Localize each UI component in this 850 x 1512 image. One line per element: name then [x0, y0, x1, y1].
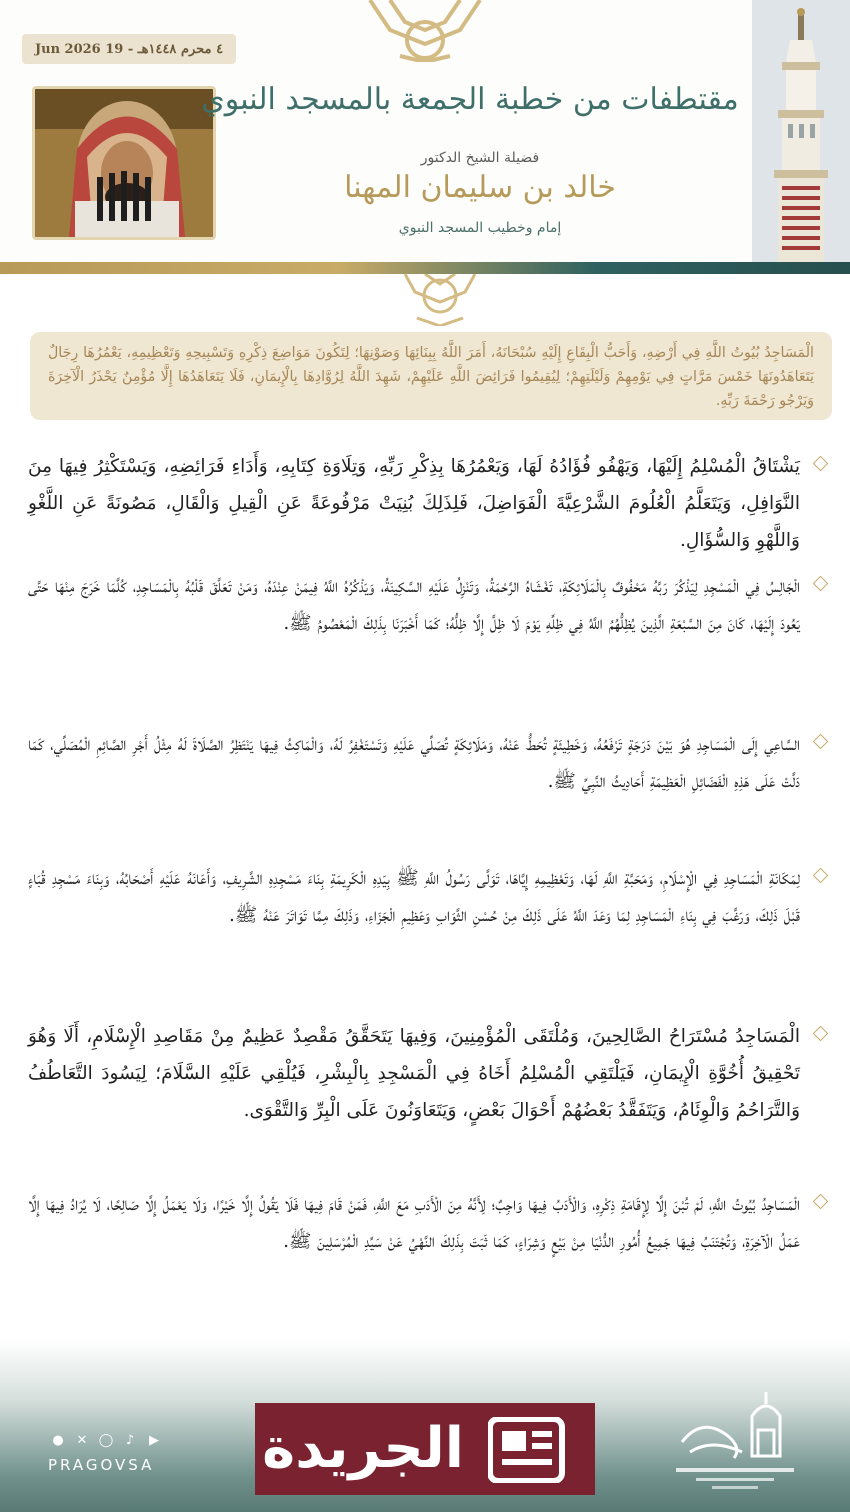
date-badge: ٤ محرم ١٤٤٨هـ - 19 Jun 2026 — [22, 34, 236, 64]
paragraph-text: لِمَكَانَةِ الْمَسَاجِدِ فِي الْإِسْلَامِ، وَمَحَبَّةِ اللَّهِ لَهَا، وَتَعْظِيمِهِ إِيَّاهَا، تَوَلَّى رَسُولُ اللَّهِ ﷺ بِيَدِهِ الْكَرِيمَةِ بِنَاءَ مَسْجِدِهِ الشَّرِيفِ، وَأَعَانَهُ عَلَيْهِ أَصْحَابُهُ، وَبِنَاءَ مَسْجِدِ قُبَاءٍ قَبْلَ ذَلِكَ، وَرَغَّبَ فِي بِنَاءِ الْمَسَاجِدِ لِمَا وَعَدَ اللَّهُ عَلَى ذَلِكَ مِنْ حُسْنِ الثَّوَابِ وَعَظِيمِ الْجَزَاءِ، وَذَلِكَ مِمَّا تَوَاتَرَ عَنْهُ ﷺ. — [28, 868, 800, 926]
newspaper-icon — [488, 1417, 570, 1483]
minaret-image — [752, 0, 850, 262]
sheikh-name: خالد بن سليمان المهنا — [344, 170, 616, 205]
social-handle: PRAGOVSA — [48, 1456, 155, 1474]
paragraph-text: الْمَسَاجِدُ مُسْتَرَاحُ الصَّالِحِينَ، وَمُلْتَقَى الْمُؤْمِنِينَ، وَفِيهَا يَتَحَقَّقُ مَقْصِدٌ عَظِيمٌ مِنْ مَقَاصِدِ الْإِسْلَامِ، أَلَا وَهُوَ تَحْقِيقُ أُخُوَّةِ الْإِيمَانِ، فَيَلْتَقِي الْمُسْلِمُ أَخَاهُ فِي الْمَسْجِدِ بِالْبِشْرِ، فَيُلْقِي عَلَيْهِ السَّلَامَ؛ لِيَسُودَ التَّعَاطُفُ وَالتَّرَاحُمُ وَالْوِئَامُ، وَيَتَفَقَّدُ بَعْضُهُمْ أَحْوَالَ بَعْضٍ، وَيَتَعَاوَنُونَ عَلَى الْبِرِّ وَالتَّقْوَى. — [28, 1026, 800, 1121]
tiktok-icon[interactable]: ♪ — [125, 1433, 135, 1448]
diamond-bullet-icon — [813, 734, 829, 750]
brand-name: الجريدة — [262, 1416, 464, 1481]
paragraph-text: السَّاعِي إِلَى الْمَسَاجِدِ هُوَ بَيْنَ دَرَجَةٍ تَرْفَعُهُ، وَخَطِيئَةٍ تُحَطُّ عَنْهُ، وَمَلَائِكَةٍ تُصَلِّي عَلَيْهِ وَتَسْتَغْفِرُ لَهُ، وَالْمَاكِثُ فِيهَا يَنْتَظِرُ الصَّلَاةَ لَهُ مِثْلُ أَجْرِ الصَّائِمِ الْمُصَلِّي، كَمَا دَلَّتْ عَلَى هَذِهِ الْفَضَائِلِ الْعَظِيمَةِ أَحَادِيثُ النَّبِيِّ ﷺ. — [28, 734, 800, 792]
paragraph-3 — [28, 726, 828, 800]
paragraph-4 — [28, 860, 828, 934]
x-icon[interactable]: ✕ — [76, 1433, 88, 1448]
diamond-bullet-icon — [813, 1026, 829, 1042]
page-header — [0, 0, 850, 262]
youtube-icon[interactable]: ▶ — [149, 1433, 159, 1448]
paragraph-text: الْمَسَاجِدُ بُيُوتُ اللَّهِ، لَمْ تُبْنَ إِلَّا لِإِقَامَةِ ذِكْرِهِ، وَالْأَدَبُ فِيهَا وَاجِبٌ؛ لِأَنَّهُ مِنَ الْأَدَبِ مَعَ اللَّهِ، فَمَنْ قَامَ فِيهَا فَلَا يَقُولُ إِلَّا خَيْرًا، وَلَا يَعْمَلُ إِلَّا صَالِحًا، لَا يُرَادُ فِيهَا إِلَّا عَمَلُ الْآخِرَةِ، وَتُجْتَنَبُ فِيهَا جَمِيعُ أُمُورِ الدُّنْيَا مِنْ بَيْعٍ وَشِرَاءٍ، كَمَا ثَبَتَ بِذَلِكَ النَّهْيُ عَنْ سَيِّدِ الْمُرْسَلِينَ ﷺ. — [28, 1194, 800, 1252]
ornament-icon — [395, 274, 485, 326]
ministry-logo — [672, 1386, 798, 1496]
snapchat-icon[interactable]: ● — [52, 1433, 64, 1448]
header-divider — [0, 262, 850, 274]
sheikh-role: إمام وخطيب المسجد النبوي — [398, 220, 562, 236]
diamond-bullet-icon — [813, 1194, 829, 1210]
diamond-bullet-icon — [813, 456, 829, 472]
social-icons — [50, 1430, 170, 1452]
portrait-image — [35, 89, 213, 237]
diamond-bullet-icon — [813, 576, 829, 592]
sheikh-portrait — [32, 86, 216, 240]
paragraph-2 — [28, 568, 828, 642]
diamond-bullet-icon — [813, 868, 829, 884]
instagram-icon[interactable]: ◯ — [98, 1433, 114, 1448]
intro-box: الْمَسَاجِدُ بُيُوتُ اللَّهِ فِي أَرْضِهِ، وَأَحَبُّ الْبِقَاعِ إِلَيْهِ سُبْحَانَهُ، أَمَرَ اللَّهُ بِبِنَائِهَا وَصَوْنِهَا؛ لِتَكُونَ مَوَاضِعَ ذِكْرِهِ وَتَسْبِيحِهِ وَتَعْظِيمِهِ، يَعْمُرُهَا رِجَالٌ يَتَعَاهَدُونَهَا خَمْسَ مَرَّاتٍ فِي يَوْمِهِمْ وَلَيْلَتِهِمْ؛ لِيُقِيمُوا فَرَائِضَ اللَّهِ عَلَيْهِمْ، شَهِدَ اللَّهُ لِرُوَّادِهَا بِالْإِيمَانِ، فَلَا يَتَعَاهَدُهَا إِلَّا مُؤْمِنٌ يَحْذَرُ الْآخِرَةَ وَيَرْجُو رَحْمَةَ رَبِّهِ. — [30, 332, 832, 420]
ornament-icon — [360, 0, 490, 62]
sheikh-prefix: فضيلة الشيخ الدكتور — [420, 150, 540, 166]
paragraph-text: يَشْتَاقُ الْمُسْلِمُ إِلَيْهَا، وَيَهْفُو فُؤَادُهُ لَهَا، وَيَعْمُرُهَا بِذِكْرِ رَبِّهِ، وَتِلَاوَةِ كِتَابِهِ، وَأَدَاءِ فَرَائِضِهِ، وَيَسْتَكْثِرُ فِيهَا مِنَ النَّوَافِلِ، وَيَتَعَلَّمُ الْعُلُومَ الشَّرْعِيَّةَ الْفَوَاضِلَ، فَلِذَلِكَ بُنِيَتْ مَرْفُوعَةً عَنِ الْقِيلِ وَالْقَالِ، مَصُونَةً عَنِ اللَّغْوِ وَاللَّهْوِ وَالسُّؤَالِ. — [28, 456, 800, 551]
paragraph-1 — [28, 448, 828, 559]
paragraph-5 — [28, 1018, 828, 1129]
paragraph-6 — [28, 1186, 828, 1260]
page-title: مقتطفات من خطبة الجمعة بالمسجد النبوي — [201, 82, 739, 117]
paragraph-text: الْجَالِسُ فِي الْمَسْجِدِ لِيَذْكُرَ رَبَّهُ مَحْفُوفٌ بِالْمَلَائِكَةِ، تَغْشَاهُ الرَّحْمَةُ، وَتَنْزِلُ عَلَيْهِ السَّكِينَةُ، وَيَذْكُرُهُ اللَّهُ فِيمَنْ عِنْدَهُ، وَمَنْ تَعَلَّقَ قَلْبُهُ بِالْمَسَاجِدِ، كُلَّمَا خَرَجَ مِنْهَا حَتَّى يَعُودَ إِلَيْهَا، كَانَ مِنَ السَّبْعَةِ الَّذِينَ يُظِلُّهُمُ اللَّهُ فِي ظِلِّهِ يَوْمَ لَا ظِلَّ إِلَّا ظِلُّهُ؛ كَمَا أَخْبَرَنَا بِذَلِكَ الْمَعْصُومُ ﷺ. — [28, 576, 800, 634]
